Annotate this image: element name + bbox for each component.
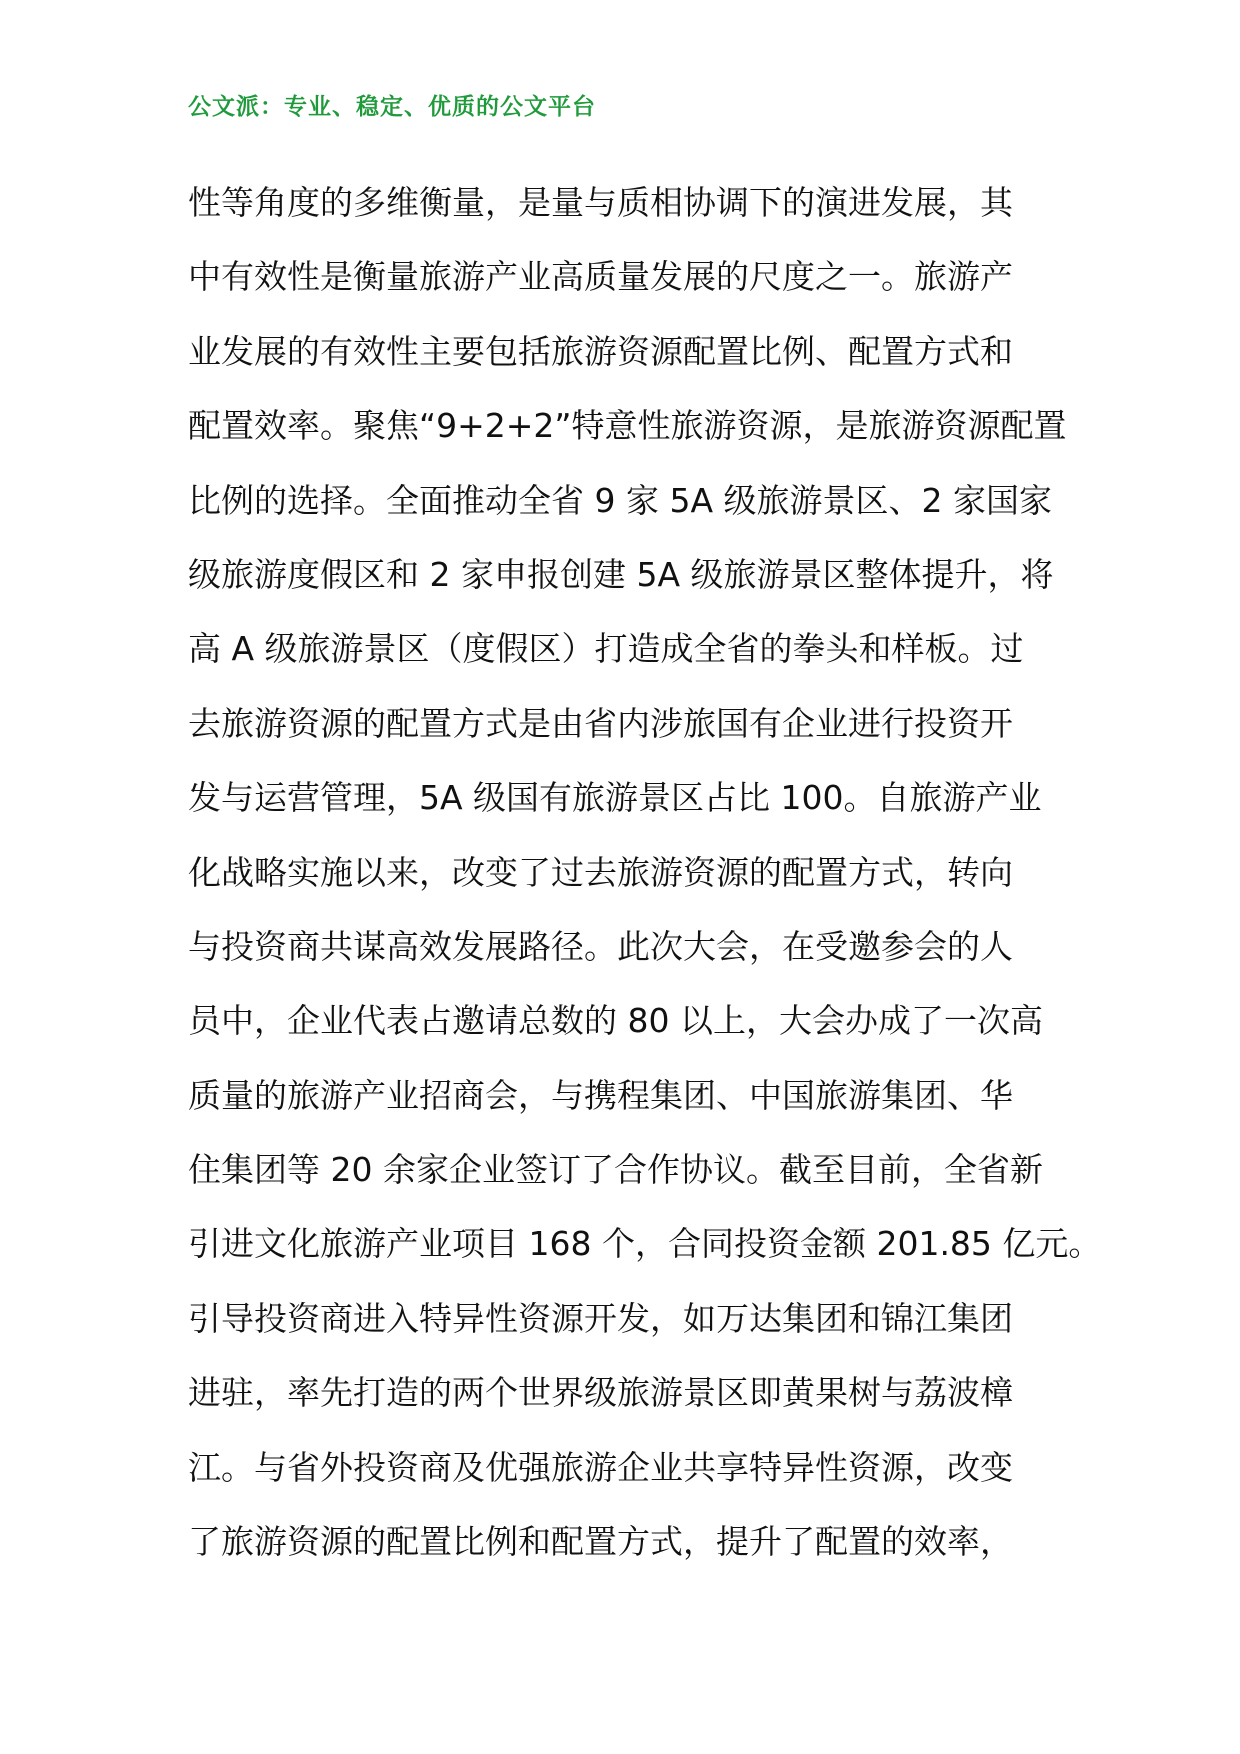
text-line: 引导投资商进入特异性资源开发，如万达集团和锦江集团: [188, 1298, 1013, 1338]
text-line: 性等角度的多维衡量，是量与质相协调下的演进发展，其: [188, 183, 1013, 222]
text-line: 质量的旅游产业招商会，与携程集团、中国旅游集团、华: [188, 1075, 1013, 1115]
text-line: 级旅游度假区和 2 家申报创建 5A 级旅游景区整体提升，将: [188, 554, 1054, 594]
text-line: 与投资商共谋高效发展路径。此次大会，在受邀参会的人: [188, 926, 1013, 966]
text-line: 进驻，率先打造的两个世界级旅游景区即黄果树与荔波樟: [188, 1373, 1013, 1413]
text-line: 配置效率。聚焦“9+2+2”特意性旅游资源，是旅游资源配置: [188, 406, 1067, 446]
text-line: 化战略实施以来，改变了过去旅游资源的配置方式，转向: [188, 852, 1013, 892]
text-line: 住集团等 20 余家企业签订了合作协议。截至目前，全省新: [188, 1150, 1043, 1190]
text-line: 中有效性是衡量旅游产业高质量发展的尺度之一。旅游产: [188, 257, 1013, 297]
text-line: 江。与省外投资商及优强旅游企业共享特异性资源，改变: [188, 1447, 1013, 1487]
text-line: 去旅游资源的配置方式是由省内涉旅国有企业进行投资开: [188, 703, 1013, 743]
text-line: 引进文化旅游产业项目 168 个，合同投资金额 201.85 亿元。: [188, 1224, 1102, 1264]
header-title: 公文派：专业、稳定、优质的公文平台: [188, 94, 596, 120]
text-line: 员中，企业代表占邀请总数的 80 以上，大会办成了一次高: [188, 1001, 1043, 1041]
text-line: 业发展的有效性主要包括旅游资源配置比例、配置方式和: [188, 331, 1013, 371]
body-paragraph: [188, 166, 1102, 1579]
text-line: 比例的选择。全面推动全省 9 家 5A 级旅游景区、2 家国家: [188, 480, 1053, 520]
text-line: 高 A 级旅游景区（度假区）打造成全省的拳头和样板。过: [188, 629, 1024, 669]
text-line: 了旅游资源的配置比例和配置方式，提升了配置的效率，: [188, 1522, 1013, 1562]
text-line: 发与运营管理，5A 级国有旅游景区占比 100。自旅游产业: [188, 778, 1042, 818]
